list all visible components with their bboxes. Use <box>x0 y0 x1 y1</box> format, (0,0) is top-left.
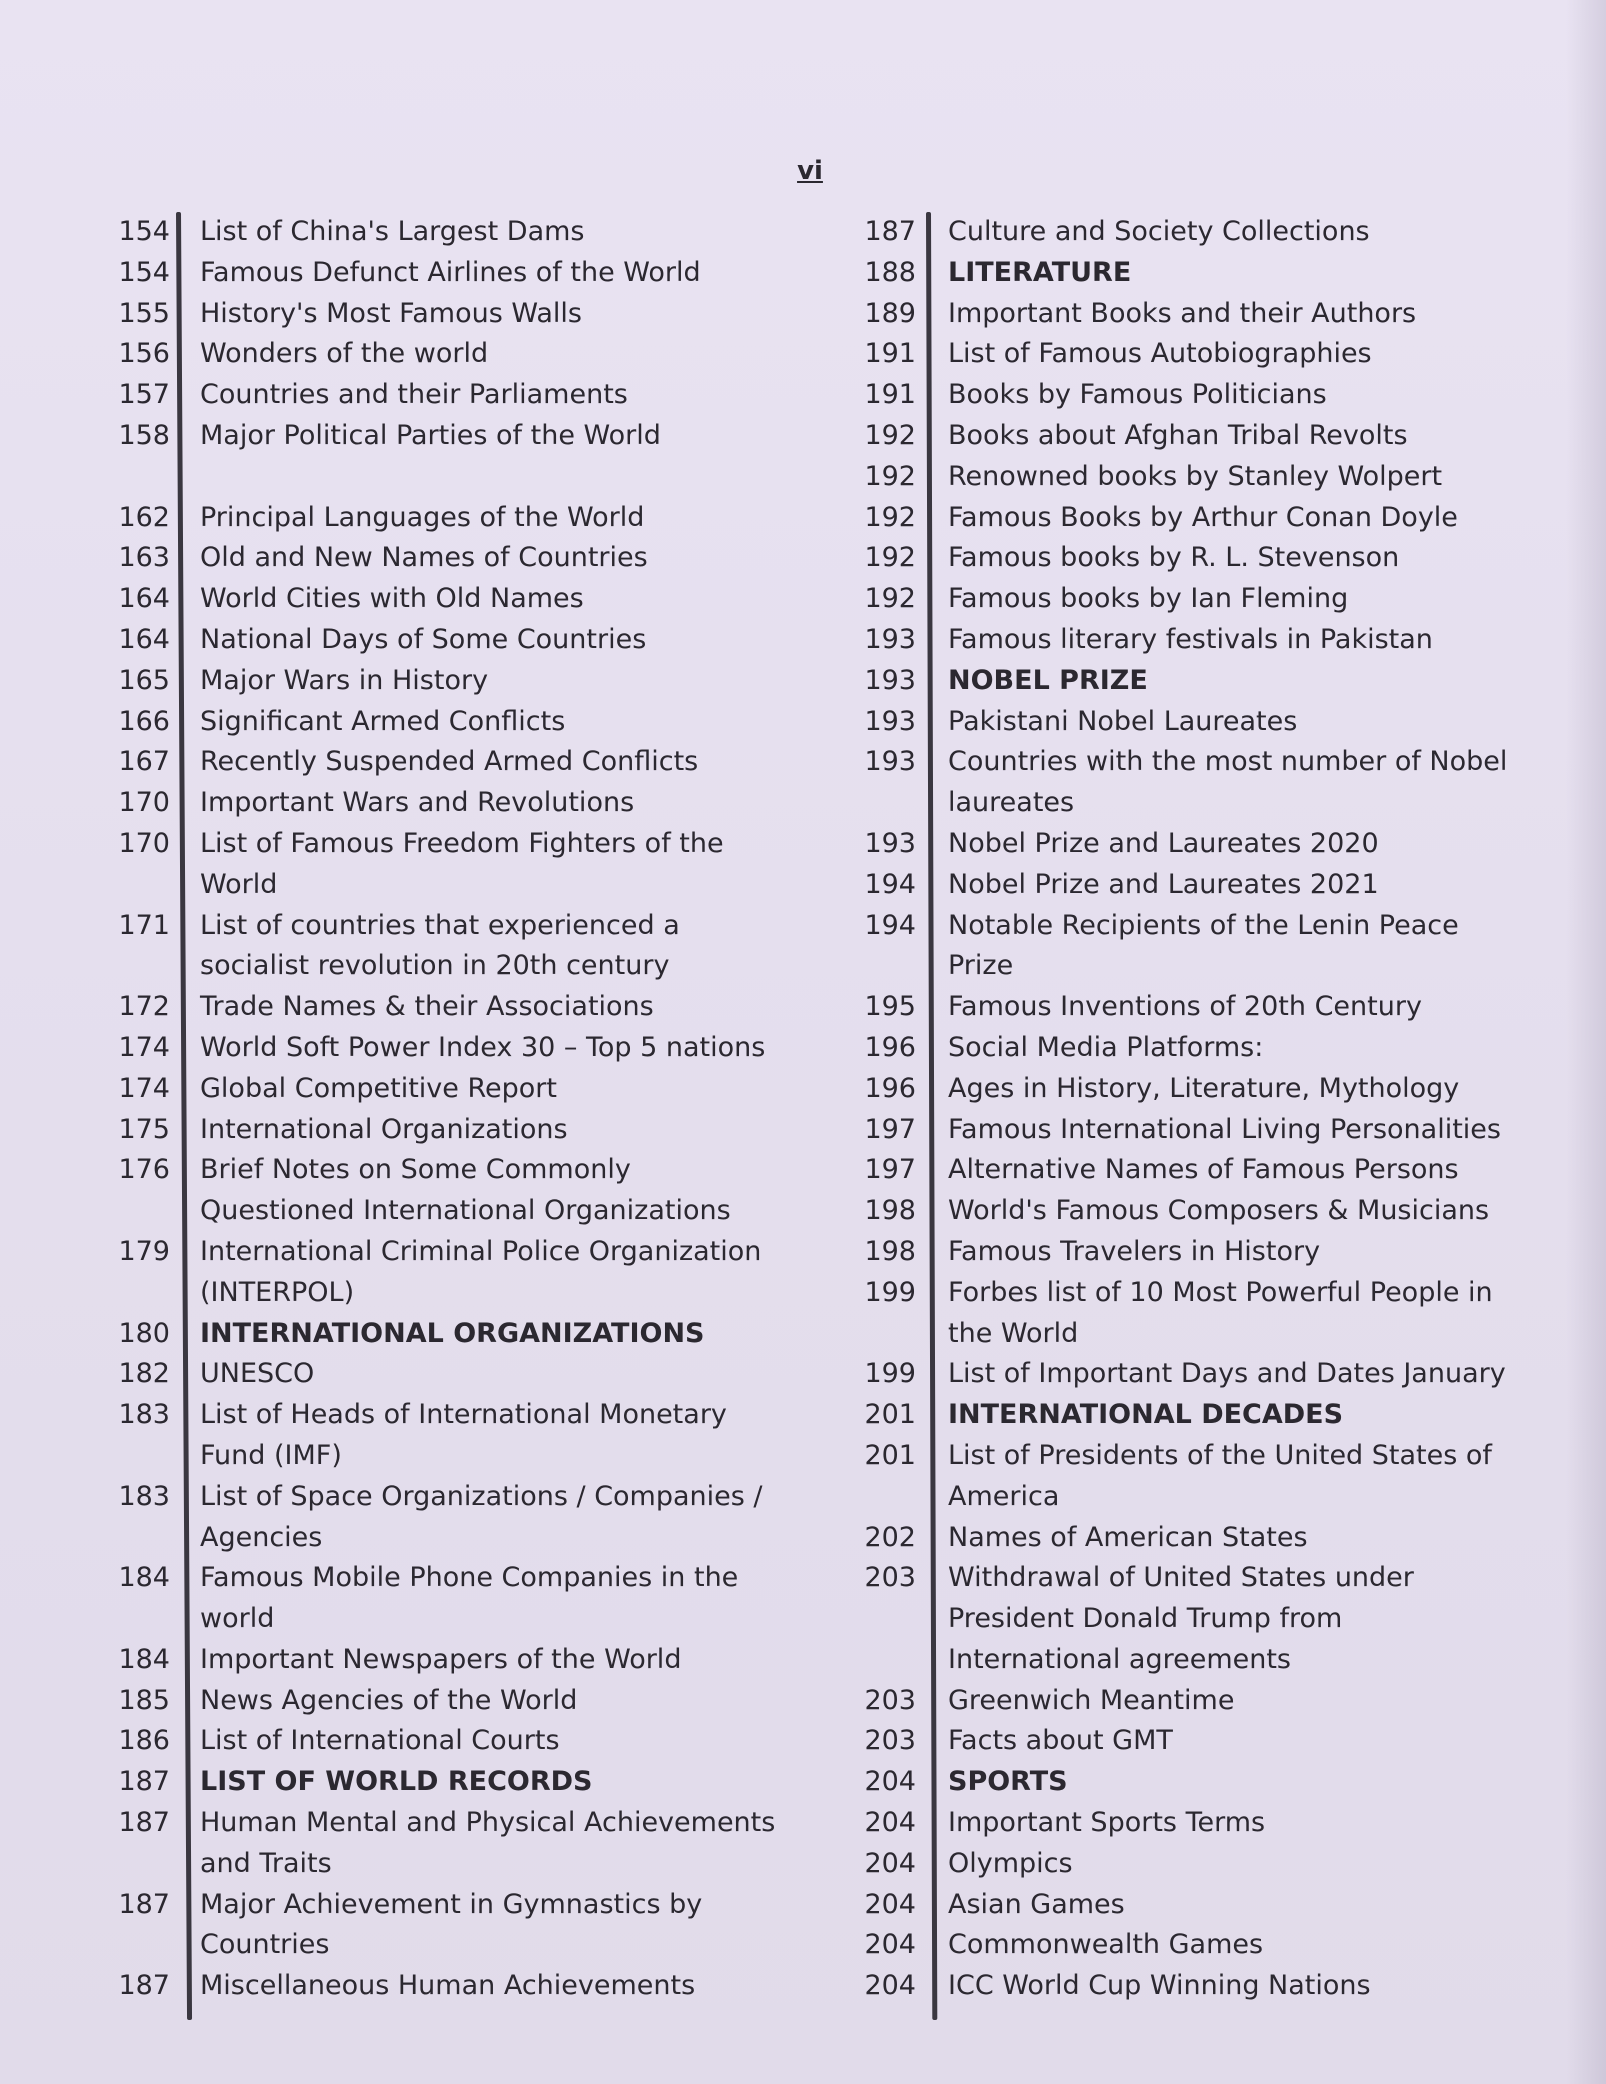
toc-entry <box>96 334 786 375</box>
toc-entry-title: Asian Games <box>948 1888 1125 1920</box>
toc-entry <box>842 538 1522 579</box>
toc-page-number: 180 <box>118 1317 170 1349</box>
toc-entry-title: Principal Languages of the World <box>200 501 645 533</box>
toc-entry-title: Miscellaneous Human Achievements <box>200 1970 696 2002</box>
toc-entry <box>842 1844 1522 1885</box>
toc-page-number: 163 <box>118 542 170 574</box>
toc-entry <box>842 824 1522 865</box>
toc-entry-title: Brief Notes on Some Commonly Questioned International Organizations <box>200 1154 731 1227</box>
toc-entry-title: Forbes list of 10 Most Powerful People in the World <box>948 1276 1493 1349</box>
toc-entry <box>96 824 786 906</box>
toc-section-heading <box>842 1762 1522 1803</box>
toc-entry <box>96 742 786 783</box>
toc-entry <box>96 498 786 539</box>
toc-entry-title: UNESCO <box>200 1358 315 1390</box>
toc-entry-title: Facts about GMT <box>948 1725 1173 1757</box>
toc-page-number: 201 <box>864 1399 916 1431</box>
toc-page-number: 183 <box>118 1399 170 1431</box>
toc-page-number: 199 <box>864 1358 916 1390</box>
toc-entry <box>96 375 786 416</box>
toc-entry-title: List of International Courts <box>200 1725 560 1757</box>
toc-entry-title: Famous International Living Personalities <box>948 1113 1501 1145</box>
toc-entry-title: Famous books by Ian Fleming <box>948 583 1349 615</box>
toc-page-number: 198 <box>864 1235 916 1267</box>
toc-heading-title: NOBEL PRIZE <box>948 664 1148 696</box>
toc-page-number: 185 <box>118 1684 170 1716</box>
toc-entry <box>96 906 786 988</box>
toc-page-number: 164 <box>118 583 170 615</box>
toc-entry <box>842 865 1522 906</box>
toc-entry <box>842 334 1522 375</box>
toc-heading-title: INTERNATIONAL DECADES <box>948 1399 1344 1431</box>
toc-heading-title: LITERATURE <box>948 256 1132 288</box>
toc-entry-title: Important Newspapers of the World <box>200 1643 682 1675</box>
toc-page-number: 191 <box>864 379 916 411</box>
toc-entry <box>96 1028 786 1069</box>
toc-page-number: 198 <box>864 1195 916 1227</box>
toc-entry <box>96 1477 786 1559</box>
toc-page-number: 192 <box>864 460 916 492</box>
toc-entry-title: ICC World Cup Winning Nations <box>948 1970 1371 2002</box>
toc-page-number: 193 <box>864 746 916 778</box>
toc-entry <box>96 294 786 335</box>
toc-section-heading <box>842 661 1522 702</box>
toc-entry <box>96 538 786 579</box>
toc-entry <box>842 375 1522 416</box>
toc-entry <box>96 1803 786 1885</box>
toc-entry <box>96 579 786 620</box>
toc-entry <box>96 1681 786 1722</box>
toc-page-number: 195 <box>864 991 916 1023</box>
toc-entry-title: List of China's Largest Dams <box>200 216 585 247</box>
toc-entry <box>842 1436 1522 1518</box>
toc-entry <box>842 1273 1522 1355</box>
toc-entry-title: Major Wars in History <box>200 664 489 696</box>
toc-page-number: 194 <box>864 909 916 941</box>
toc-page-number: 193 <box>864 623 916 655</box>
toc-page-number: 203 <box>864 1725 916 1757</box>
toc-page-number: 196 <box>864 1072 916 1104</box>
toc-entry <box>842 457 1522 498</box>
toc-entry <box>842 1681 1522 1722</box>
toc-entry <box>842 1925 1522 1966</box>
toc-page-number: 187 <box>864 216 916 247</box>
toc-entry <box>842 1069 1522 1110</box>
toc-entry-title: Famous Defunct Airlines of the World <box>200 256 701 288</box>
toc-entry-title: Famous Travelers in History <box>948 1235 1321 1267</box>
toc-heading-title: LIST OF WORLD RECORDS <box>200 1766 593 1798</box>
toc-entry-title: List of Space Organizations / Companies / Agencies <box>200 1480 763 1553</box>
toc-entry-title: List of Famous Autobiographies <box>948 338 1372 370</box>
toc-page-number: 176 <box>118 1154 170 1186</box>
toc-entry-title: Famous books by R. L. Stevenson <box>948 542 1400 574</box>
toc-entry-title: List of Important Days and Dates January <box>948 1358 1506 1390</box>
toc-entry <box>96 1558 786 1640</box>
toc-page-number: 170 <box>118 827 170 859</box>
toc-entry <box>842 1966 1522 2007</box>
toc-page-number: 203 <box>864 1684 916 1716</box>
toc-entry-title: History's Most Famous Walls <box>200 297 582 329</box>
toc-entry-title: Books about Afghan Tribal Revolts <box>948 419 1408 451</box>
toc-entry-title: World Cities with Old Names <box>200 583 584 615</box>
toc-page-number: 187 <box>118 1888 170 1920</box>
toc-entry-title: Withdrawal of United States under President Donald Trump from International agreements <box>948 1562 1414 1675</box>
toc-page-number: 197 <box>864 1154 916 1186</box>
page-number: vi <box>797 156 823 186</box>
toc-entry-title: Pakistani Nobel Laureates <box>948 705 1298 737</box>
toc-page-number: 158 <box>118 419 170 451</box>
toc-entry-title: Major Political Parties of the World <box>200 419 661 451</box>
toc-page-number: 179 <box>118 1235 170 1267</box>
toc-page-number: 164 <box>118 623 170 655</box>
toc-page-number: 192 <box>864 583 916 615</box>
toc-page-number: 184 <box>118 1643 170 1675</box>
toc-entry-title: Countries and their Parliaments <box>200 379 628 411</box>
toc-entry-title: Alternative Names of Famous Persons <box>948 1154 1459 1186</box>
toc-page-number: 165 <box>118 664 170 696</box>
toc-entry <box>842 294 1522 335</box>
toc-entry-title: Books by Famous Politicians <box>948 379 1327 411</box>
toc-page-number: 189 <box>864 297 916 329</box>
toc-entry <box>842 416 1522 457</box>
toc-entry-title: Social Media Platforms: <box>948 1031 1264 1063</box>
toc-entry-title: Human Mental and Physical Achievements and Traits <box>200 1807 776 1879</box>
toc-entry <box>96 620 786 661</box>
toc-entry <box>96 1885 786 1967</box>
toc-section-heading <box>842 253 1522 294</box>
toc-entry-title: World's Famous Composers & Musicians <box>948 1195 1490 1227</box>
toc-entry <box>96 1721 786 1762</box>
toc-entry-title: Old and New Names of Countries <box>200 542 648 574</box>
toc-entry-title: Famous Books by Arthur Conan Doyle <box>948 501 1458 533</box>
toc-heading-title: SPORTS <box>948 1766 1068 1798</box>
toc-page-number: 204 <box>864 1929 916 1961</box>
toc-entry <box>96 1395 786 1477</box>
toc-page-number: 166 <box>118 705 170 737</box>
toc-page-number: 170 <box>118 787 170 819</box>
toc-entry-title: Trade Names & their Associations <box>200 991 654 1023</box>
toc-entry <box>96 1232 786 1314</box>
toc-entry-title: Ages in History, Literature, Mythology <box>948 1072 1460 1104</box>
toc-entry <box>842 987 1522 1028</box>
toc-entry-title: International Organizations <box>200 1113 568 1145</box>
toc-entry <box>842 906 1522 988</box>
toc-entry <box>842 1885 1522 1926</box>
toc-page-number: 186 <box>118 1725 170 1757</box>
toc-entry-title: National Days of Some Countries <box>200 623 647 655</box>
page-edge-shadow <box>1566 0 1606 2084</box>
toc-entry <box>842 702 1522 743</box>
toc-entry <box>96 1354 786 1395</box>
toc-section-heading <box>96 1762 786 1803</box>
toc-page-number: 167 <box>118 746 170 778</box>
toc-entry-title: Wonders of the world <box>200 338 489 370</box>
toc-entry-title: Names of American States <box>948 1521 1308 1553</box>
toc-entry-title: Major Achievement in Gymnastics by Countries <box>200 1888 703 1961</box>
toc-entry <box>96 416 786 457</box>
toc-entry <box>842 579 1522 620</box>
toc-entry <box>96 253 786 294</box>
toc-page-number: 196 <box>864 1031 916 1063</box>
toc-page-number: 193 <box>864 664 916 696</box>
toc-entry <box>842 1028 1522 1069</box>
toc-entry-title: Commonwealth Games <box>948 1929 1264 1961</box>
toc-entry-title: List of Famous Freedom Fighters of the World <box>200 827 724 900</box>
toc-entry <box>842 742 1522 824</box>
toc-entry-title: Culture and Society Collections <box>948 216 1370 247</box>
toc-entry <box>842 1354 1522 1395</box>
toc-entry-title: Greenwich Meantime <box>948 1684 1235 1716</box>
toc-entry <box>842 1721 1522 1762</box>
toc-section-heading <box>842 1395 1522 1436</box>
toc-entry-title: Famous Inventions of 20th Century <box>948 991 1422 1023</box>
toc-page-number: 162 <box>118 501 170 533</box>
toc-page-number: 155 <box>118 297 170 329</box>
toc-page-number: 184 <box>118 1562 170 1594</box>
toc-page-number: 154 <box>118 216 170 247</box>
toc-entry <box>96 702 786 743</box>
toc-entry <box>842 498 1522 539</box>
toc-entry <box>96 1966 786 2007</box>
toc-entry-title: Olympics <box>948 1847 1073 1879</box>
toc-left-column <box>96 212 786 2007</box>
toc-entry-title: World Soft Power Index 30 – Top 5 nations <box>200 1031 766 1063</box>
toc-entry <box>96 212 786 253</box>
toc-entry <box>96 987 786 1028</box>
toc-page-number: 182 <box>118 1358 170 1390</box>
toc-page-number: 172 <box>118 991 170 1023</box>
toc-entry-title: Global Competitive Report <box>200 1072 557 1104</box>
toc-page-number: 156 <box>118 338 170 370</box>
toc-entry-title: Important Sports Terms <box>948 1807 1266 1839</box>
toc-section-heading <box>96 1314 786 1355</box>
toc-page-number: 192 <box>864 542 916 574</box>
toc-entry-title: Significant Armed Conflicts <box>200 705 566 737</box>
toc-page-number: 197 <box>864 1113 916 1145</box>
toc-page-number: 201 <box>864 1439 916 1471</box>
toc-entry-title: Nobel Prize and Laureates 2021 <box>948 868 1379 900</box>
toc-entry-title: List of countries that experienced a socialist revolution in 20th century <box>200 909 680 982</box>
toc-entry-title: News Agencies of the World <box>200 1684 578 1716</box>
toc-page-number: 192 <box>864 501 916 533</box>
toc-spacer <box>96 457 786 498</box>
toc-entry <box>842 1191 1522 1232</box>
toc-page-number: 157 <box>118 379 170 411</box>
toc-page-number: 194 <box>864 868 916 900</box>
toc-entry-title: List of Presidents of the United States of America <box>948 1439 1492 1512</box>
toc-page-number: 193 <box>864 827 916 859</box>
toc-entry-title: Notable Recipients of the Lenin Peace Prize <box>948 909 1459 982</box>
toc-page-number: 154 <box>118 256 170 288</box>
toc-page-number: 174 <box>118 1031 170 1063</box>
toc-page-number: 187 <box>118 1807 170 1839</box>
toc-heading-title: INTERNATIONAL ORGANIZATIONS <box>200 1317 705 1349</box>
toc-entry <box>842 1150 1522 1191</box>
toc-page-number: 204 <box>864 1766 916 1798</box>
toc-entry <box>842 620 1522 661</box>
toc-page-number: 187 <box>118 1970 170 2002</box>
toc-page-number: 203 <box>864 1562 916 1594</box>
toc-entry-title: Important Wars and Revolutions <box>200 787 635 819</box>
toc-entry <box>842 1110 1522 1151</box>
toc-page-number: 204 <box>864 1970 916 2002</box>
toc-page-number: 204 <box>864 1847 916 1879</box>
toc-page-number: 204 <box>864 1888 916 1920</box>
toc-entry-title: List of Heads of International Monetary Fund (IMF) <box>200 1399 727 1471</box>
toc-entry <box>96 1150 786 1232</box>
toc-page-number: 193 <box>864 705 916 737</box>
toc-entry <box>842 1232 1522 1273</box>
toc-entry <box>96 1640 786 1681</box>
toc-entry-title: International Criminal Police Organization (INTERPOL) <box>200 1235 762 1308</box>
toc-entry <box>96 661 786 702</box>
toc-entry <box>96 1110 786 1151</box>
toc-entry <box>842 1803 1522 1844</box>
toc-entry-title: Nobel Prize and Laureates 2020 <box>948 827 1379 859</box>
toc-page-number: 191 <box>864 338 916 370</box>
toc-entry-title: Countries with the most number of Nobel laureates <box>948 746 1508 819</box>
toc-page-number: 171 <box>118 909 170 941</box>
toc-page-number: 188 <box>864 256 916 288</box>
toc-entry <box>96 783 786 824</box>
toc-entry <box>842 1558 1522 1680</box>
toc-page-number: 192 <box>864 419 916 451</box>
toc-entry <box>842 1518 1522 1559</box>
toc-entry-title: Famous literary festivals in Pakistan <box>948 623 1433 655</box>
toc-page-number: 202 <box>864 1521 916 1553</box>
toc-entry-title: Recently Suspended Armed Conflicts <box>200 746 699 778</box>
toc-entry <box>96 1069 786 1110</box>
toc-entry-title: Famous Mobile Phone Companies in the world <box>200 1562 739 1635</box>
toc-page-number: 175 <box>118 1113 170 1145</box>
toc-page-number: 199 <box>864 1276 916 1308</box>
toc-page-number: 174 <box>118 1072 170 1104</box>
toc-entry-title: Important Books and their Authors <box>948 297 1417 329</box>
toc-page-number: 204 <box>864 1807 916 1839</box>
toc-entry <box>842 212 1522 253</box>
toc-page-number: 187 <box>118 1766 170 1798</box>
toc-page-number: 183 <box>118 1480 170 1512</box>
toc-right-column <box>842 212 1522 2007</box>
toc-entry-title: Renowned books by Stanley Wolpert <box>948 460 1443 492</box>
